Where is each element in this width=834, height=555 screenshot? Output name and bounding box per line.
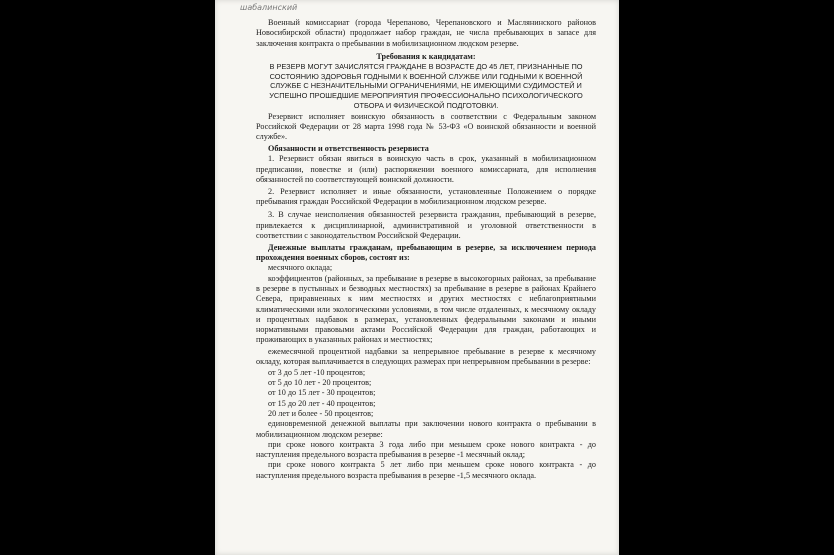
payment-item-coefficients: коэффициентов (районных, за пребывание в резерве в высокогорных районах, за пребывание в резерве в пустынных и безводных местностях) за пребывание в резерве в районах Крайнего Севера, приравненных к ним местностях и других местностях с неблагоприятными климатическими или экологическими условиями, в том числе отдаленных, к месячному окладу и процентных надбавок в размерах, установленных федеральными законами и иными нормативными правовыми актами Российской Федерации для граждан, работающих и проживающих в указанных районах и местностях; xyxy=(256,273,596,345)
lump-sum-3-years: при сроке нового контракта 3 года либо при меньшем сроке нового контракта - до наступления предельного возраста пребывания в резерве -1 месячный оклад; xyxy=(256,439,596,460)
duty-item-1: 1. Резервист обязан явиться в воинскую часть в срок, указанный в мобилизационном предписании, повестке и (или) распоряжении военного комиссариата, для исполнения обязанностей по соответствующей воинской должности. xyxy=(256,154,596,184)
duty-item-2: 2. Резервист исполняет и иные обязанности, установленные Положением о порядке пребывания граждан Российской Федерации в мобилизационном людском резерве. xyxy=(256,186,596,207)
payment-item-bonus: ежемесячной процентной надбавки за непрерывное пребывание в резерве к месячному окладу, которая выплачивается в следующих размерах при непрерывном пребывании в резерве: xyxy=(256,347,596,367)
payment-item-salary: месячного оклада; xyxy=(268,263,333,273)
bonus-scale-item: от 15 до 20 лет - 40 процентов; xyxy=(268,398,376,408)
intro-paragraph: Военный комиссариат (города Черепаново, Черепановского и Маслянинского районов Новосибирской области) продолжает набор граждан, не числа пребывающих в запасе для заключения контракта о пребывании в мобилизационном людском резерве. xyxy=(256,18,596,48)
bonus-scale-item: от 10 до 15 лет - 30 процентов; xyxy=(268,388,376,398)
payments-heading: Денежные выплаты гражданам, пребывающим в резерве, за исключением периода прохождения военных сборов, состоят из: xyxy=(256,242,596,263)
payment-item-lump-sum: единовременной денежной выплаты при заключении нового контракта о пребывании в мобилизационном людском резерве: xyxy=(256,419,596,439)
document-body xyxy=(256,18,596,481)
duties-heading: Обязанности и ответственность резервиста xyxy=(268,144,429,154)
duty-item-3: 3. В случае неисполнения обязанностей резервиста гражданин, пребывающий в резерве, привлекается к дисциплинарной, административной и уголовной ответственности в соответствии с законодательством Российской Федерации. xyxy=(256,210,596,240)
requirements-heading: Требования к кандидатам: xyxy=(376,51,476,61)
reservist-duty-paragraph: Резервист исполняет воинскую обязанность в соответствии с Федеральным законом Российской Федерации от 28 марта 1998 года № 53-ФЗ «О воинской обязанности и военной службе». xyxy=(256,111,596,142)
handwritten-mark: шабалинский xyxy=(240,3,298,12)
bonus-scale-item: от 5 до 10 лет - 20 процентов; xyxy=(268,378,372,388)
bonus-scale-item: от 3 до 5 лет -10 процентов; xyxy=(268,367,366,377)
scanned-page xyxy=(215,0,619,555)
lump-sum-5-years: при сроке нового контракта 5 лет либо при меньшем сроке нового контракта - до наступления предельного возраста пребывания в резерве -1,5 месячного оклада. xyxy=(256,460,596,480)
bonus-scale-item: 20 лет и более - 50 процентов; xyxy=(268,408,374,418)
requirements-text: В РЕЗЕРВ МОГУТ ЗАЧИСЛЯТСЯ ГРАЖДАНЕ В ВОЗРАСТЕ ДО 45 ЛЕТ, ПРИЗНАННЫЕ ПО СОСТОЯНИЮ ЗДОРОВЬЯ ГОДНЫМИ К ВОЕННОЙ СЛУЖБЕ ИЛИ ГОДНЫМИ К ВОЕННОЙ СЛУЖБЕ С НЕЗНАЧИТЕЛЬНЫМИ ОГРАНИЧЕНИЯМИ, НЕ ИМЕЮЩИМИ СУДИМОСТЕЙ И УСПЕШНО ПРОШЕДШИЕ МЕРОПРИЯТИЯ ПРОФЕССИОНАЛЬНО ПСИХОЛОГИЧЕСКОГО ОТБОРА И ФИЗИЧЕСКОЙ ПОДГОТОВКИ. xyxy=(269,62,583,110)
bonus-scale-list xyxy=(256,368,596,419)
